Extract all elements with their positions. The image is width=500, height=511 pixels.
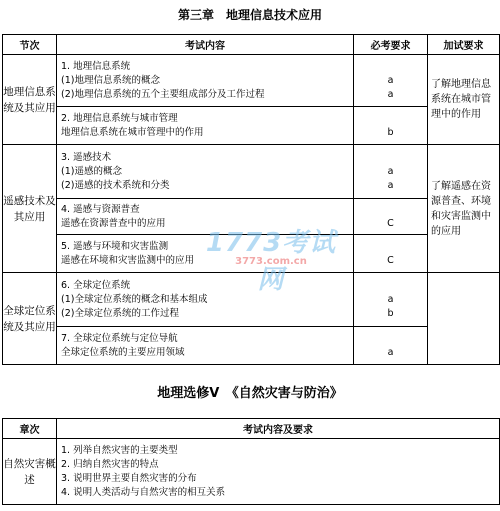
elective-title: 地理选修V 《自然灾害与防治》 <box>157 386 343 401</box>
additional-gps <box>428 273 500 365</box>
content-line: 4. 遥感与资源普查 <box>61 203 140 215</box>
content-line: 1. 地理信息系统 <box>61 60 131 72</box>
content-cell <box>57 439 500 505</box>
content-line: 1. 列举自然灾害的主要类型 <box>61 444 178 456</box>
content-line: 7. 全球定位系统与定位导航 <box>61 332 178 344</box>
content-line: 遥感在资源普查中的应用 <box>61 217 166 229</box>
required-cell <box>354 55 428 107</box>
required-level: C <box>387 254 394 266</box>
required-level: a <box>387 74 394 86</box>
chapter-cell: 自然灾害概述 <box>3 439 57 505</box>
section-remote-sensing: 遥感技术及其应用 <box>3 145 57 273</box>
content-cell <box>57 235 354 273</box>
table-row <box>3 199 500 235</box>
required-level <box>354 112 427 126</box>
table-row <box>3 145 500 199</box>
content-line: 6. 全球定位系统 <box>61 279 131 291</box>
content-cell <box>57 199 354 235</box>
content-line: 地理信息系统在城市管理中的作用 <box>61 126 204 138</box>
content-line: 遥感在环境和灾害监测中的应用 <box>61 254 195 266</box>
content-line: (2)遥感的技术系统和分类 <box>61 179 170 191</box>
table-row <box>3 235 500 273</box>
required-level <box>354 240 427 254</box>
header-additional: 加试要求 <box>428 35 500 55</box>
syllabus-table <box>2 34 500 365</box>
header-content-requirements: 考试内容及要求 <box>57 419 500 439</box>
content-line: (1)遥感的概念 <box>61 165 122 177</box>
required-level: a <box>387 88 394 100</box>
header-content: 考试内容 <box>57 35 354 55</box>
required-level <box>354 151 427 165</box>
table-header-row <box>3 35 500 55</box>
elective-table <box>2 418 500 505</box>
content-cell <box>57 55 354 107</box>
content-cell <box>57 145 354 199</box>
content-line: (2)地理信息系统的五个主要组成部分及工作过程 <box>61 88 265 100</box>
content-line: (1)全球定位系统的概念和基本组成 <box>61 293 208 305</box>
required-level: b <box>387 126 394 138</box>
required-level <box>354 60 427 74</box>
content-line: (2)全球定位系统的工作过程 <box>61 307 179 319</box>
additional-gis: 了解地理信息系统在城市管理中的作用 <box>428 55 500 145</box>
table-header-row <box>3 419 500 439</box>
header-required: 必考要求 <box>354 35 428 55</box>
required-cell <box>354 273 428 327</box>
content-cell <box>57 327 354 365</box>
content-line: 2. 归纳自然灾害的特点 <box>61 458 159 470</box>
required-cell <box>354 145 428 199</box>
table-row <box>3 327 500 365</box>
table-row <box>3 273 500 327</box>
required-level <box>354 332 427 346</box>
content-line: 2. 地理信息系统与城市管理 <box>61 112 178 124</box>
content-line: 全球定位系统的主要应用领域 <box>61 346 185 358</box>
content-line: 4. 说明人类活动与自然灾害的相互关系 <box>61 486 226 498</box>
required-cell <box>354 199 428 235</box>
content-line: 5. 遥感与环境和灾害监测 <box>61 240 169 252</box>
required-level: a <box>387 165 394 177</box>
content-line: (1)地理信息系统的概念 <box>61 74 160 86</box>
content-cell <box>57 107 354 145</box>
table-row <box>3 439 500 505</box>
chapter-title: 第三章 地理信息技术应用 <box>177 8 322 22</box>
required-level <box>354 279 427 293</box>
required-level: a <box>387 179 394 191</box>
required-level <box>354 203 427 217</box>
required-cell <box>354 107 428 145</box>
header-section: 节次 <box>3 35 57 55</box>
required-level: C <box>387 217 394 229</box>
content-cell <box>57 273 354 327</box>
watermark-logo: 1773考试网 <box>205 228 337 295</box>
required-cell <box>354 327 428 365</box>
required-level: a <box>387 346 394 358</box>
required-level: a <box>387 293 394 305</box>
additional-remote-sensing: 了解遥感在资源普查、环境和灾害监测中的应用 <box>428 145 500 273</box>
section-gps: 全球定位系统及其应用 <box>3 273 57 365</box>
required-cell <box>354 235 428 273</box>
table-row <box>3 55 500 107</box>
section-gis: 地理信息系统及其应用 <box>3 55 57 145</box>
watermark-url: 3773.com.cn <box>235 256 307 267</box>
table-row <box>3 107 500 145</box>
content-line: 3. 遥感技术 <box>61 151 112 163</box>
content-line: 3. 说明世界主要自然灾害的分布 <box>61 472 197 484</box>
required-level: b <box>387 307 394 319</box>
header-chapter: 章次 <box>3 419 57 439</box>
